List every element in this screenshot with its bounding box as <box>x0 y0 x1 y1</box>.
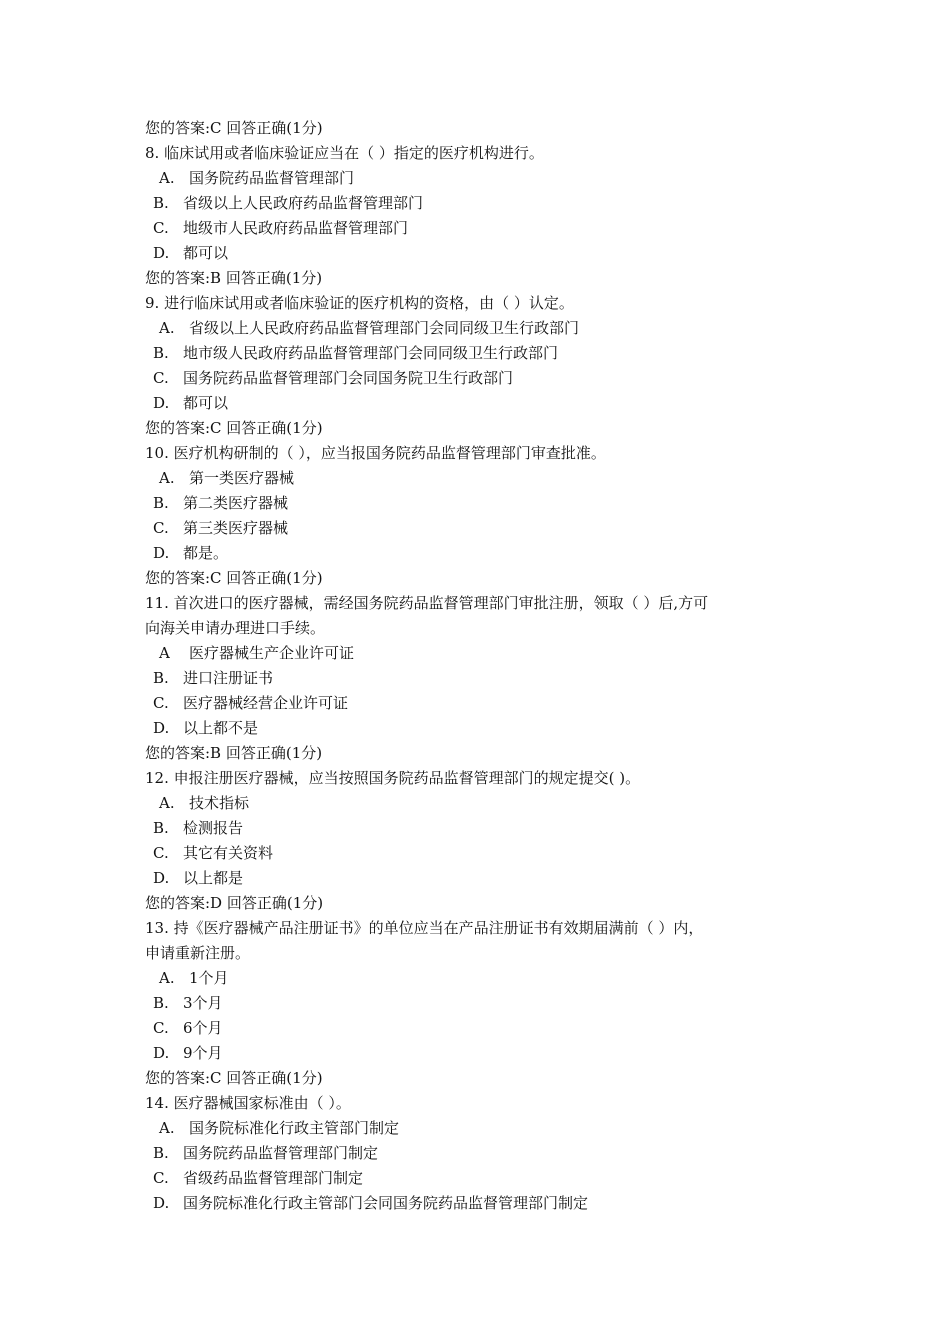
option-letter: A. <box>159 969 175 987</box>
question-text: 12. 申报注册医疗器械，应当按照国务院药品监督管理部门的规定提交( )。 <box>145 769 641 787</box>
option-letter: B. <box>153 344 169 362</box>
option-letter: C. <box>153 219 169 237</box>
option-text: 第三类医疗器械 <box>183 519 289 537</box>
option-text: 国务院标准化行政主管部门会同国务院药品监督管理部门制定 <box>183 1194 589 1212</box>
option-letter: B. <box>153 994 169 1012</box>
question-text: 8. 临床试用或者临床验证应当在（ ）指定的医疗机构进行。 <box>145 144 544 162</box>
option-letter: B. <box>153 494 169 512</box>
option-letter: D. <box>153 1044 170 1062</box>
answer-option <box>145 1191 825 1216</box>
option-letter: C. <box>153 369 169 387</box>
answer-option <box>145 1016 825 1041</box>
option-letter: D. <box>153 719 170 737</box>
option-text: 6个月 <box>183 1019 223 1037</box>
question-text-continued: 向海关申请办理进口手续。 <box>145 619 326 637</box>
answer-option <box>145 341 825 366</box>
option-letter: A <box>159 644 170 662</box>
answer-option <box>145 1116 825 1141</box>
answer-option <box>145 241 825 266</box>
option-letter: B. <box>153 194 169 212</box>
answer-option <box>145 391 825 416</box>
option-text: 以上都是 <box>183 869 244 887</box>
option-text: 1个月 <box>189 969 229 987</box>
option-letter: D. <box>153 244 170 262</box>
answer-option <box>145 991 825 1016</box>
option-letter: B. <box>153 1144 169 1162</box>
question-text: 13. 持《医疗器械产品注册证书》的单位应当在产品注册证书有效期届满前（ ）内， <box>145 919 704 937</box>
question-text: 9. 进行临床试用或者临床验证的医疗机构的资格，由（ ）认定。 <box>145 294 574 312</box>
answer-option <box>145 541 825 566</box>
option-letter: D. <box>153 544 170 562</box>
quiz-document <box>145 116 825 1216</box>
question-text: 14. 医疗器械国家标准由（ ）。 <box>145 1094 351 1112</box>
answer-option <box>145 841 825 866</box>
answer-result: 您的答案:C 回答正确(1分) <box>145 119 323 137</box>
option-text: 都是。 <box>183 544 229 562</box>
option-text: 第二类医疗器械 <box>183 494 289 512</box>
option-letter: C. <box>153 1169 169 1187</box>
option-letter: C. <box>153 1019 169 1037</box>
option-text: 其它有关资料 <box>183 844 274 862</box>
answer-result: 您的答案:C 回答正确(1分) <box>145 419 323 437</box>
option-text: 国务院标准化行政主管部门制定 <box>189 1119 400 1137</box>
option-text: 都可以 <box>183 244 229 262</box>
option-text: 省级以上人民政府药品监督管理部门会同同级卫生行政部门 <box>189 319 580 337</box>
option-text: 地市级人民政府药品监督管理部门会同同级卫生行政部门 <box>183 344 559 362</box>
option-letter: D. <box>153 1194 170 1212</box>
answer-option <box>145 816 825 841</box>
option-letter: D. <box>153 394 170 412</box>
option-text: 第一类医疗器械 <box>189 469 295 487</box>
answer-option <box>145 716 825 741</box>
answer-option <box>145 1166 825 1191</box>
option-text: 检测报告 <box>183 819 244 837</box>
answer-option <box>145 691 825 716</box>
answer-option <box>145 641 825 666</box>
option-letter: A. <box>159 469 175 487</box>
option-text: 医疗器械经营企业许可证 <box>183 694 349 712</box>
question-text: 11. 首次进口的医疗器械，需经国务院药品监督管理部门审批注册，领取（ ）后,方可 <box>145 594 709 612</box>
question-text-continued: 申请重新注册。 <box>145 944 251 962</box>
answer-option <box>145 791 825 816</box>
option-text: 进口注册证书 <box>183 669 274 687</box>
option-letter: A. <box>159 794 175 812</box>
option-letter: C. <box>153 694 169 712</box>
answer-option <box>145 191 825 216</box>
option-text: 都可以 <box>183 394 229 412</box>
option-letter: D. <box>153 869 170 887</box>
answer-result: 您的答案:C 回答正确(1分) <box>145 569 323 587</box>
option-text: 以上都不是 <box>183 719 259 737</box>
option-text: 国务院药品监督管理部门 <box>189 169 355 187</box>
option-text: 医疗器械生产企业许可证 <box>189 644 355 662</box>
option-letter: B. <box>153 819 169 837</box>
option-letter: B. <box>153 669 169 687</box>
option-text: 国务院药品监督管理部门制定 <box>183 1144 379 1162</box>
option-letter: A. <box>159 169 175 187</box>
option-letter: C. <box>153 519 169 537</box>
question-text: 10. 医疗机构研制的（ ），应当报国务院药品监督管理部门审查批准。 <box>145 444 606 462</box>
answer-option <box>145 516 825 541</box>
answer-option <box>145 966 825 991</box>
option-text: 地级市人民政府药品监督管理部门 <box>183 219 409 237</box>
answer-option <box>145 316 825 341</box>
answer-option <box>145 166 825 191</box>
answer-result: 您的答案:C 回答正确(1分) <box>145 1069 323 1087</box>
answer-option <box>145 466 825 491</box>
option-letter: C. <box>153 844 169 862</box>
option-text: 国务院药品监督管理部门会同国务院卫生行政部门 <box>183 369 514 387</box>
answer-option <box>145 1041 825 1066</box>
option-text: 3个月 <box>183 994 223 1012</box>
answer-result: 您的答案:D 回答正确(1分) <box>145 894 324 912</box>
answer-option <box>145 866 825 891</box>
option-letter: A. <box>159 1119 175 1137</box>
answer-option <box>145 491 825 516</box>
option-text: 省级以上人民政府药品监督管理部门 <box>183 194 424 212</box>
option-text: 技术指标 <box>189 794 250 812</box>
answer-option <box>145 216 825 241</box>
answer-result: 您的答案:B 回答正确(1分) <box>145 269 323 287</box>
option-text: 省级药品监督管理部门制定 <box>183 1169 364 1187</box>
answer-option <box>145 666 825 691</box>
option-letter: A. <box>159 319 175 337</box>
answer-option <box>145 1141 825 1166</box>
answer-result: 您的答案:B 回答正确(1分) <box>145 744 323 762</box>
answer-option <box>145 366 825 391</box>
option-text: 9个月 <box>183 1044 223 1062</box>
